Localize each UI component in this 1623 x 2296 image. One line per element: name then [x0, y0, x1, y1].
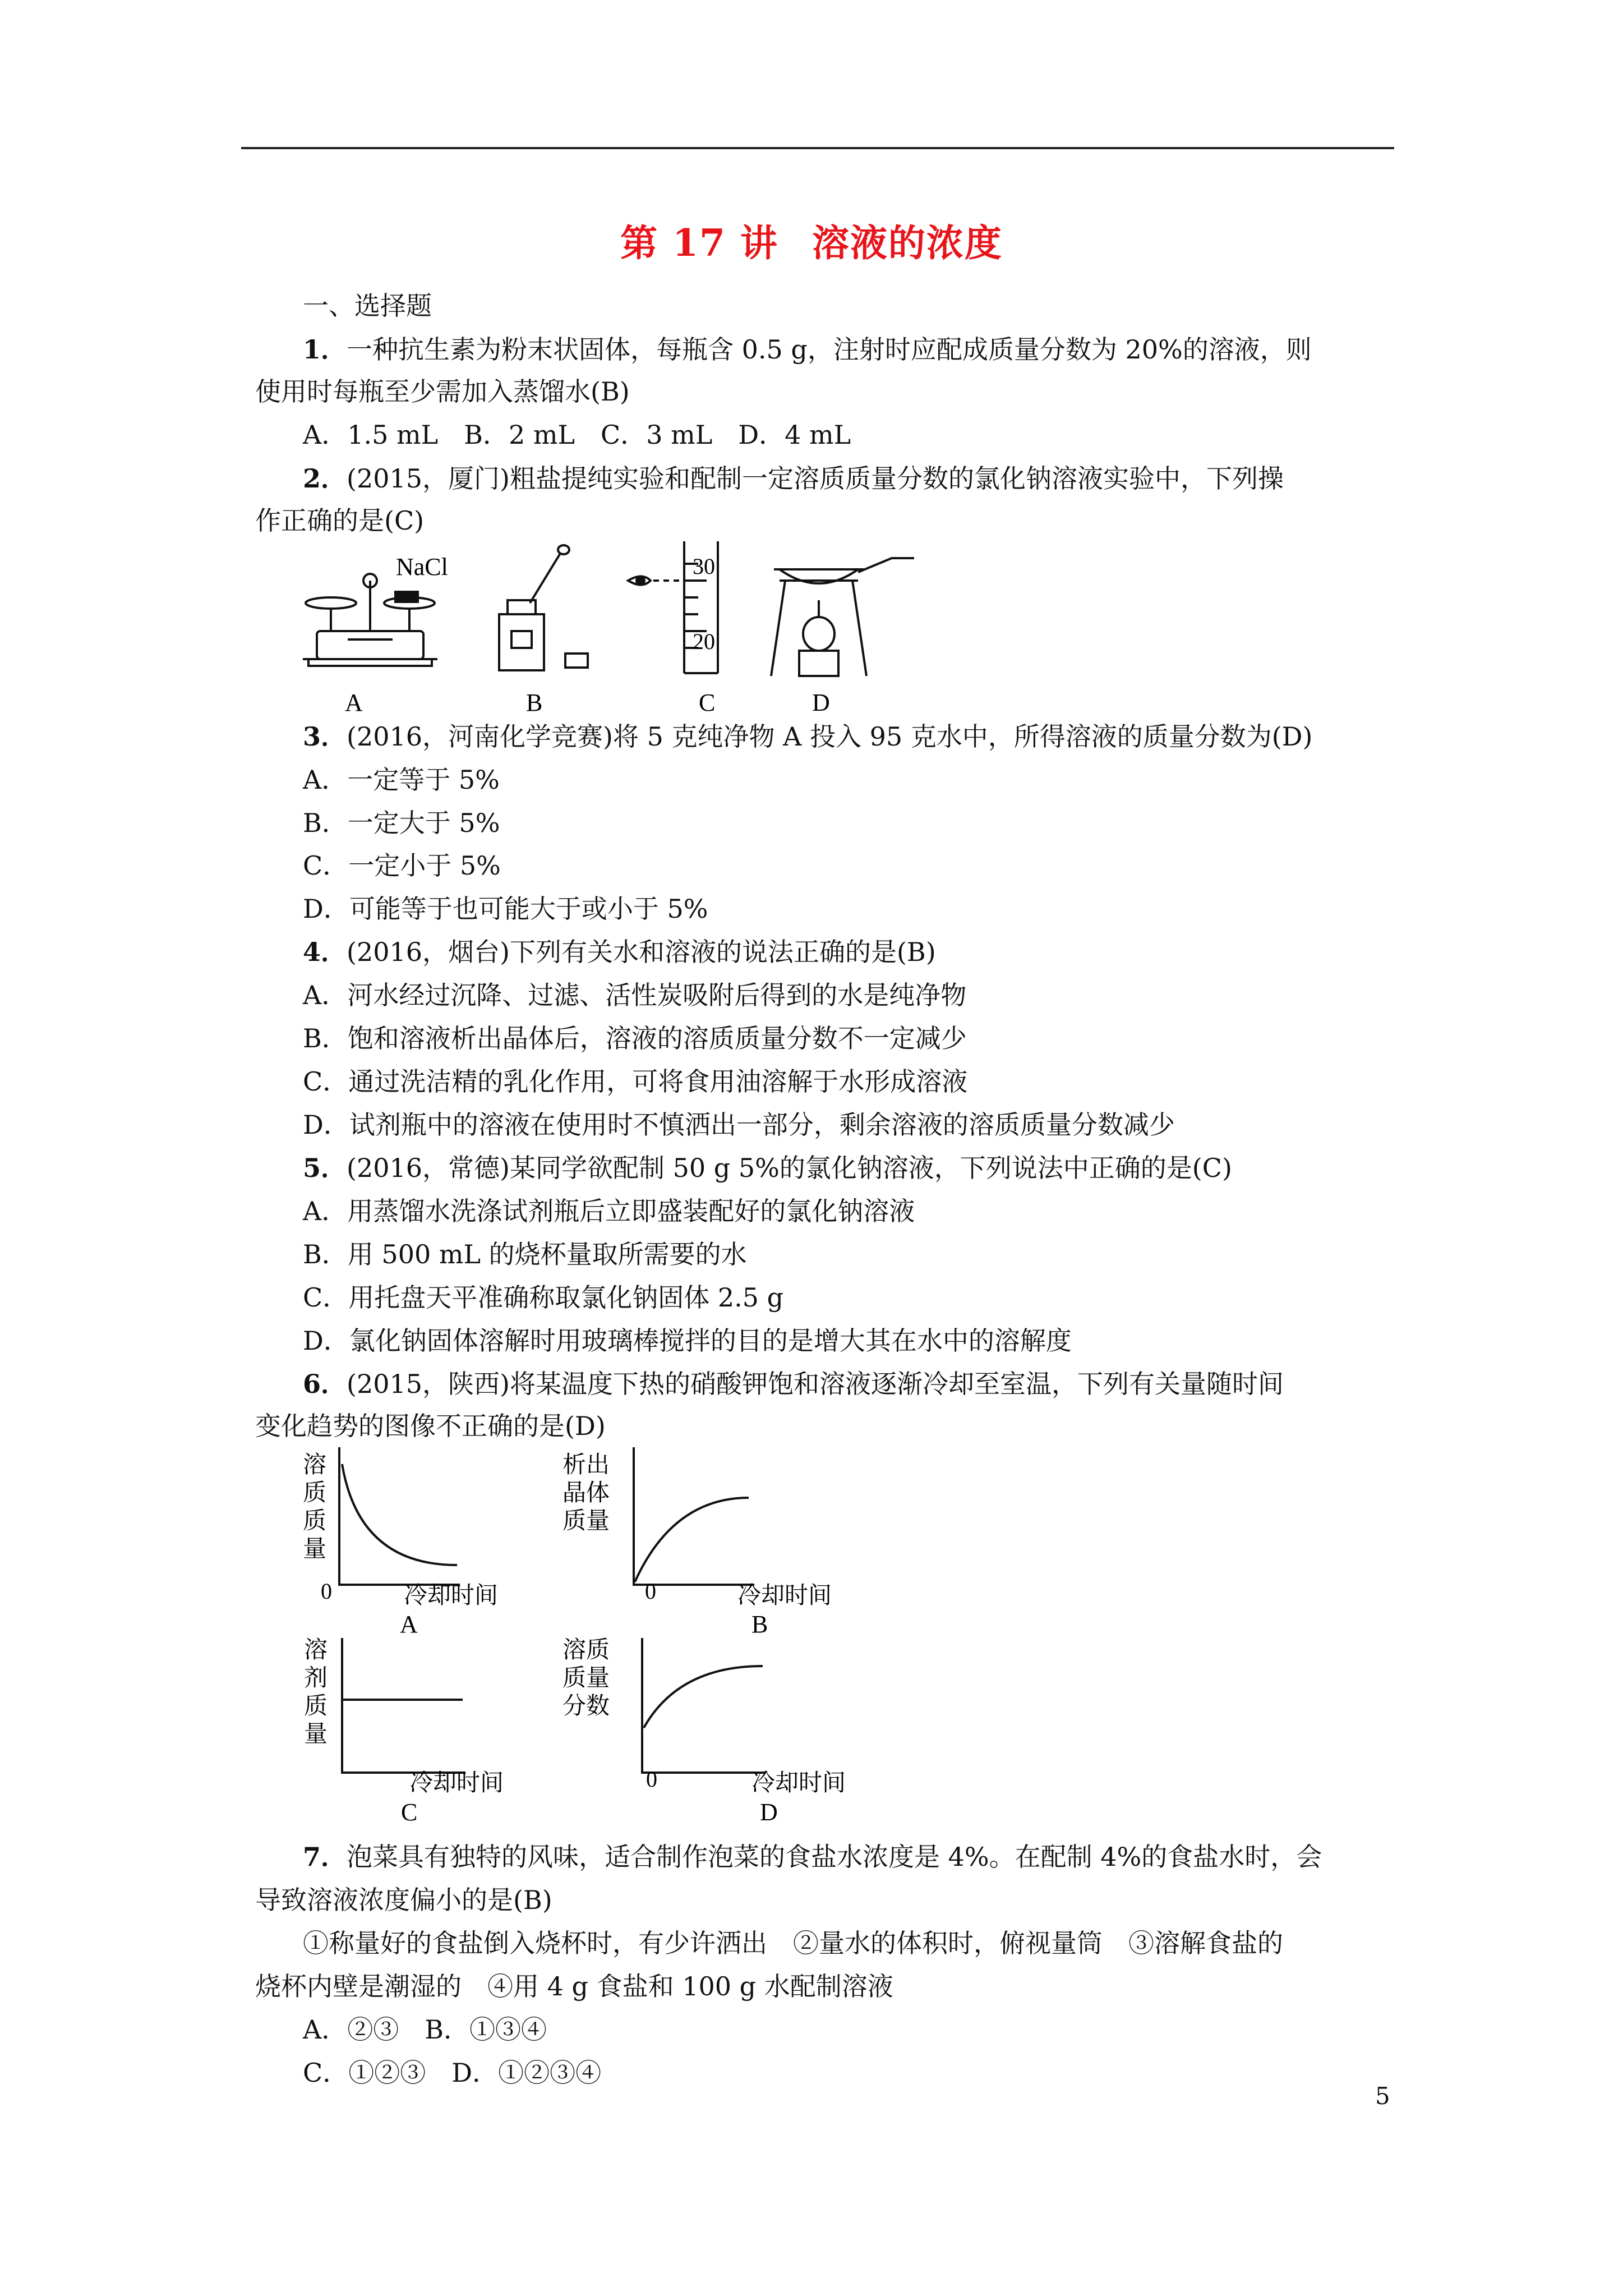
graph-b-xlabel: 冷却时间 — [737, 1583, 832, 1609]
q6-line1 — [303, 1367, 1284, 1401]
q6-graphs-figure — [292, 1447, 909, 1840]
q5-text: (2016，常德)某同学欲配制 50 g 5%的氯化钠溶液，下列说法中正确的是(C) — [347, 1153, 1232, 1183]
graph-d-ylabel-3: 分数 — [562, 1694, 610, 1719]
q7-line4: 烧杯内壁是潮湿的 ④用 4 g 食盐和 100 g 水配制溶液 — [255, 1971, 893, 2001]
q7-line2: 导致溶液浓度偏小的是(B) — [255, 1885, 552, 1915]
cylinder-tick-30: 30 — [693, 554, 715, 579]
graph-c-ylabel-1: 溶 — [304, 1637, 328, 1663]
q3-text: (2016，河南化学竞赛)将 5 克纯净物 A 投入 95 克水中，所得溶液的质量分数为(D) — [347, 721, 1313, 752]
graph-d — [562, 1637, 846, 1826]
lecture-topic: 溶液的浓度 — [811, 221, 1003, 265]
q2-figure-label-a: A — [345, 689, 363, 715]
graph-a-label: A — [400, 1611, 418, 1638]
q4-option-b: B．饱和溶液析出晶体后，溶液的溶质质量分数不一定减少 — [303, 1023, 967, 1053]
q6-line2: 变化趋势的图像不正确的是(D) — [255, 1411, 606, 1441]
graph-a-ylabel-2: 质 — [303, 1480, 327, 1506]
q4-option-c: C．通过洗洁精的乳化作用，可将食用油溶解于水形成溶液 — [303, 1066, 968, 1097]
q3-line1 — [303, 720, 1313, 753]
header-rule — [241, 147, 1394, 149]
q4-option-a: A．河水经过沉降、过滤、活性炭吸附后得到的水是纯净物 — [303, 980, 967, 1010]
graph-b-origin: 0 — [645, 1579, 656, 1604]
page-title — [0, 213, 1623, 266]
graph-b-ylabel-1: 析出 — [562, 1452, 610, 1478]
graph-a-origin: 0 — [321, 1579, 332, 1604]
q2-line1 — [303, 462, 1284, 495]
graph-d-origin: 0 — [646, 1766, 657, 1792]
q7-options-1: A．②③ B．①③④ — [303, 2014, 547, 2045]
lecture-number: 第 17 讲 — [620, 221, 778, 265]
page-number: 5 — [1375, 2082, 1390, 2110]
q2-figure-label-b: B — [526, 689, 543, 715]
q2-text: (2015，厦门)粗盐提纯实验和配制一定溶质质量分数的氯化钠溶液实验中，下列操 — [347, 463, 1284, 494]
graph-d-label: D — [760, 1798, 778, 1826]
graph-d-ylabel-1: 溶质 — [562, 1637, 610, 1663]
graph-c — [304, 1637, 504, 1826]
reagent-jar-illustration — [499, 545, 588, 670]
q4-text: (2016，烟台)下列有关水和溶液的说法正确的是(B) — [347, 937, 936, 967]
graph-a-curve — [342, 1464, 457, 1565]
q4-line1 — [303, 935, 936, 969]
q5-option-b: B．用 500 mL 的烧杯量取所需要的水 — [303, 1239, 747, 1269]
graph-c-axes — [342, 1638, 465, 1773]
graph-c-ylabel-4: 量 — [304, 1722, 328, 1747]
graph-a-xlabel: 冷却时间 — [404, 1583, 499, 1609]
graph-b-ylabel-2: 晶体 — [562, 1480, 610, 1506]
graph-b-axes — [634, 1447, 754, 1585]
graph-a-ylabel-3: 质 — [303, 1508, 327, 1534]
q7-number: 7． — [303, 1842, 347, 1872]
evaporation-illustration — [771, 558, 914, 676]
graph-c-ylabel-2: 剂 — [304, 1665, 328, 1691]
q7-line1 — [303, 1840, 1322, 1874]
graph-a-ylabel-1: 溶 — [303, 1452, 327, 1478]
q1-number: 1． — [303, 334, 347, 365]
q2-apparatus-figure — [292, 541, 937, 715]
q5-option-d: D．氯化钠固体溶解时用玻璃棒搅拌的目的是增大其在水中的溶解度 — [303, 1326, 1072, 1356]
q5-option-c: C．用托盘天平准确称取氯化钠固体 2.5 g — [303, 1282, 784, 1313]
q5-line1 — [303, 1151, 1232, 1185]
section-heading: 一、选择题 — [303, 291, 432, 321]
graph-a-ylabel-4: 量 — [303, 1536, 327, 1562]
graph-c-xlabel: 冷却时间 — [409, 1770, 504, 1796]
q3-option-a: A．一定等于 5% — [303, 765, 500, 795]
cylinder-tick-20: 20 — [693, 629, 715, 654]
q7-line3: ①称量好的食盐倒入烧杯时，有少许洒出 ②量水的体积时，俯视量筒 ③溶解食盐的 — [303, 1928, 1283, 1958]
nacl-label: NaCl — [396, 553, 448, 581]
graph-b-curve — [635, 1498, 749, 1582]
graph-c-ylabel-3: 质 — [304, 1694, 328, 1719]
graph-c-label: C — [401, 1798, 418, 1826]
q4-option-d: D．试剂瓶中的溶液在使用时不慎洒出一部分，剩余溶液的溶质质量分数减少 — [303, 1110, 1175, 1140]
q3-option-d: D．可能等于也可能大于或小于 5% — [303, 894, 708, 924]
q1-options: A．1.5 mL B．2 mL C．3 mL D．4 mL — [303, 420, 851, 450]
graph-d-xlabel: 冷却时间 — [751, 1770, 846, 1796]
q7-options-2: C．①②③ D．①②③④ — [303, 2058, 602, 2088]
q2-figure-label-c: C — [699, 689, 716, 715]
q2-number: 2． — [303, 463, 347, 494]
q1-line1 — [303, 333, 1312, 366]
q5-number: 5． — [303, 1153, 347, 1183]
q5-option-a: A．用蒸馏水洗涤试剂瓶后立即盛装配好的氯化钠溶液 — [303, 1196, 915, 1226]
q3-number: 3． — [303, 721, 347, 752]
q3-option-b: B．一定大于 5% — [303, 808, 500, 838]
q6-text: (2015，陕西)将某温度下热的硝酸钾饱和溶液逐渐冷却至室温，下列有关量随时间 — [347, 1369, 1284, 1399]
graph-d-curve — [644, 1666, 763, 1728]
graph-b-label: B — [751, 1611, 768, 1638]
q4-number: 4． — [303, 937, 347, 967]
q2-line2: 作正确的是(C) — [255, 505, 425, 536]
q3-option-c: C．一定小于 5% — [303, 850, 501, 881]
graph-a — [303, 1447, 498, 1638]
graph-d-ylabel-2: 质量 — [562, 1665, 610, 1691]
q1-text: 一种抗生素为粉末状固体，每瓶含 0.5 g，注射时应配成质量分数为 20%的溶液，则 — [347, 334, 1312, 365]
q2-figure-label-d: D — [812, 689, 830, 715]
q6-number: 6． — [303, 1369, 347, 1399]
q1-line2: 使用时每瓶至少需加入蒸馏水(B) — [255, 376, 630, 407]
q7-text: 泡菜具有独特的风味，适合制作泡菜的食盐水浓度是 4%。在配制 4%的食盐水时，会 — [347, 1842, 1322, 1872]
balance-illustration — [303, 574, 437, 666]
graph-b — [562, 1447, 832, 1638]
graph-b-ylabel-3: 质量 — [562, 1508, 610, 1534]
